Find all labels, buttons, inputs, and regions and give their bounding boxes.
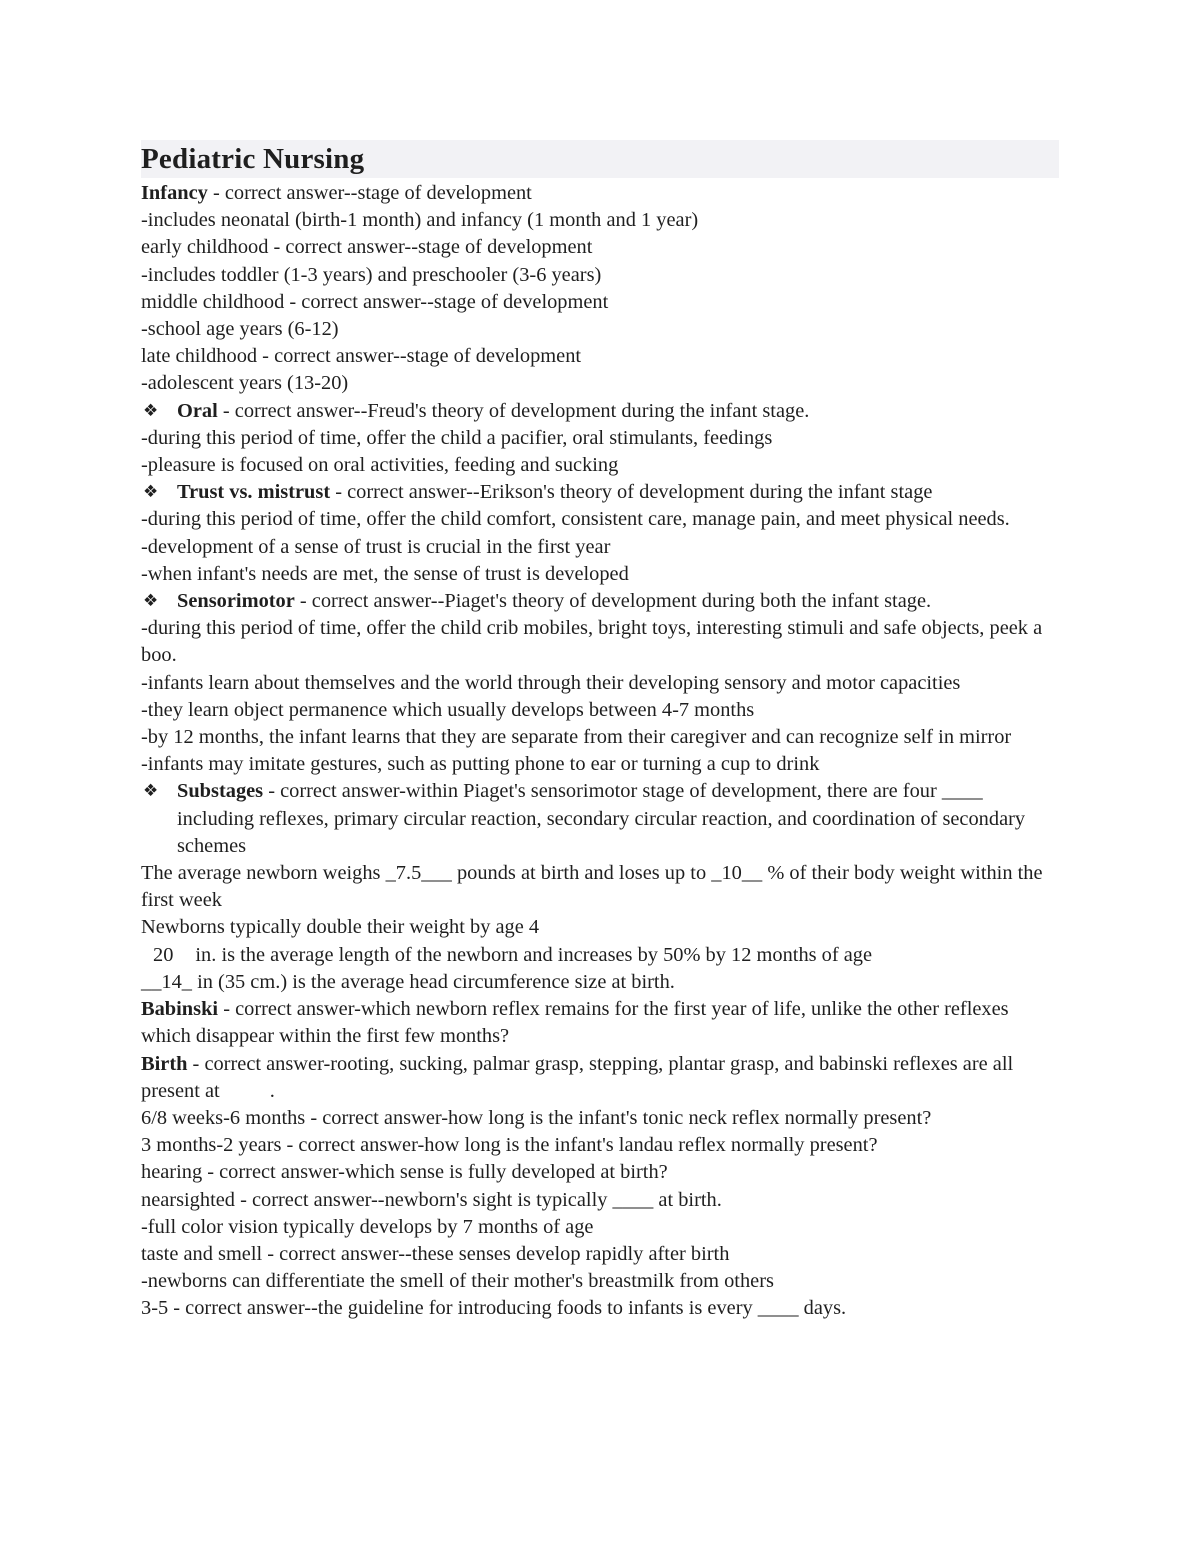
diamond-bullet-icon: ❖ (143, 400, 159, 421)
term: Trust vs. mistrust (177, 481, 331, 504)
diamond-bullet-icon: ❖ (143, 482, 159, 503)
text-line: early childhood - correct answer--stage of development (141, 236, 593, 259)
text-line: 3-5 - correct answer--the guideline for introducing foods to infants is every ____ days. (141, 1297, 847, 1320)
text-line: -during this period of time, offer the child crib mobiles, bright toys, interesting stimuli and safe objects, peek a boo. (141, 617, 1043, 667)
term: Infancy (141, 182, 208, 204)
diamond-bullet-icon: ❖ (143, 781, 159, 802)
bullet-line: ❖ Substages - correct answer-within Piaget's sensorimotor stage of development, there are four ____ including reflexes, primary circular reaction, secondary circular reaction, and coordination of secondary schemes (143, 780, 1026, 857)
term: Babinski (141, 998, 219, 1021)
text-line: 20 in. is the average length of the newborn and increases by 50% by 12 months of age (153, 943, 873, 966)
text-line: -full color vision typically develops by 7 months of age (141, 1215, 594, 1238)
text-line: __14_ in (35 cm.) is the average head circumference size at birth. (141, 970, 675, 993)
text-line: Newborns typically double their weight by age 4 (141, 916, 540, 939)
text-line: -newborns can differentiate the smell of their mother's breastmilk from others (141, 1270, 774, 1293)
text-line: 6/8 weeks-6 months - correct answer-how long is the infant's tonic neck reflex normally present? (141, 1106, 932, 1129)
text-line: -includes toddler (1-3 years) and preschooler (3-6 years) (141, 263, 602, 286)
term: Birth (141, 1052, 188, 1075)
text-line: -adolescent years (13-20) (141, 372, 349, 395)
text-line: taste and smell - correct answer--these senses develop rapidly after birth (141, 1242, 730, 1265)
text-line: -pleasure is focused on oral activities, feeding and sucking (141, 454, 619, 477)
text-line: -they learn object permanence which usually develops between 4-7 months (141, 698, 755, 721)
text-line: Birth - correct answer-rooting, sucking, palmar grasp, stepping, plantar grasp, and babinski reflexes are all present at . (141, 1052, 1014, 1102)
text-line: -development of a sense of trust is crucial in the first year (141, 535, 611, 558)
term: Sensorimotor (177, 590, 295, 613)
text-line: -includes neonatal (birth-1 month) and infancy (1 month and 1 year) (141, 209, 699, 232)
text-line: Babinski - correct answer-which newborn reflex remains for the first year of life, unlike the other reflexes which disappear within the first few months? (141, 998, 1009, 1048)
bullet-line: ❖ Sensorimotor - correct answer--Piaget's theory of development during both the infant stage. (141, 588, 1059, 615)
text-line: Infancy - correct answer--stage of development (141, 182, 532, 204)
text-line: middle childhood - correct answer--stage of development (141, 290, 609, 313)
text-line: hearing - correct answer-which sense is fully developed at birth? (141, 1161, 668, 1184)
diamond-bullet-icon: ❖ (143, 591, 159, 612)
text-line: -infants may imitate gestures, such as putting phone to ear or turning a cup to drink (141, 753, 820, 776)
text-line: The average newborn weighs _7.5___ pounds at birth and loses up to _10__ % of their body weight within the first week (141, 862, 1043, 912)
text-line: -infants learn about themselves and the world through their developing sensory and motor capacities (141, 671, 961, 694)
text-line: -during this period of time, offer the child a pacifier, oral stimulants, feedings (141, 426, 773, 449)
text-line: 3 months-2 years - correct answer-how long is the infant's landau reflex normally present? (141, 1134, 878, 1157)
term: Substages (177, 780, 264, 803)
text-line: -by 12 months, the infant learns that they are separate from their caregiver and can recognize self in mirror (141, 726, 1012, 749)
text-line: -school age years (6-12) (141, 318, 339, 341)
document-title: Pediatric Nursing (141, 143, 365, 175)
title-bar (141, 140, 1059, 178)
text-line: -when infant's needs are met, the sense of trust is developed (141, 562, 629, 585)
bullet-line: ❖ Trust vs. mistrust - correct answer--Erikson's theory of development during the infant stage (141, 479, 1059, 506)
bullet-line: ❖ Oral - correct answer--Freud's theory of development during the infant stage. (141, 398, 1059, 425)
text-line: -during this period of time, offer the child comfort, consistent care, manage pain, and meet physical needs. (141, 508, 1010, 531)
term: Oral (177, 399, 218, 422)
document-page (141, 140, 1059, 1323)
text-line: nearsighted - correct answer--newborn's sight is typically ____ at birth. (141, 1188, 722, 1211)
text-line: late childhood - correct answer--stage of development (141, 345, 582, 368)
